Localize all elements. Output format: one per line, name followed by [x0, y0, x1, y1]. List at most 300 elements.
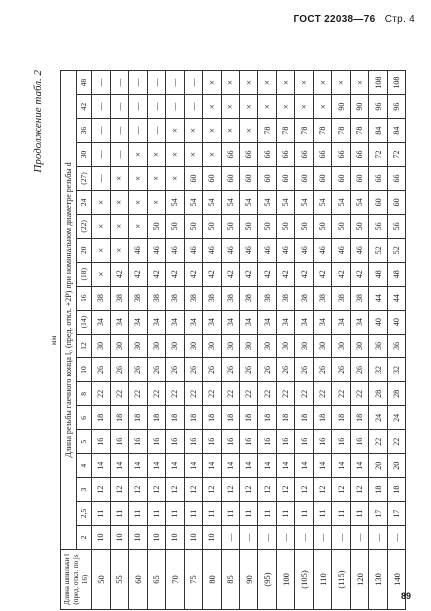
- table-cell: —: [221, 526, 239, 550]
- table-cell: 38: [332, 286, 350, 310]
- table-cell: 46: [350, 238, 368, 262]
- diameter-header: 12: [76, 334, 92, 358]
- table-cell: ×: [203, 143, 221, 167]
- table-cell: 38: [240, 286, 258, 310]
- table-cell: —: [110, 71, 128, 95]
- diameter-header: 3: [76, 478, 92, 502]
- table-cell: 18: [129, 406, 147, 430]
- table-cell: —: [129, 71, 147, 95]
- table-cell: 60: [332, 167, 350, 191]
- table-cell: 34: [166, 310, 184, 334]
- table-cell: ×: [313, 71, 331, 95]
- thread-length-table: [60, 70, 406, 610]
- table-cell: 34: [203, 310, 221, 334]
- table-cell: 34: [147, 310, 165, 334]
- table-cell: 42: [240, 262, 258, 286]
- table-cell: 66: [240, 143, 258, 167]
- table-cell: 32: [387, 358, 406, 382]
- table-cell: 12: [129, 478, 147, 502]
- table-cell: 34: [92, 310, 110, 334]
- table-cell: 42: [276, 262, 294, 286]
- table-cell: 72: [369, 143, 387, 167]
- table-cell: 11: [295, 502, 313, 526]
- table-cell: —: [129, 95, 147, 119]
- table-cell: ×: [92, 214, 110, 238]
- stud-length-cell: 50: [92, 550, 110, 610]
- table-cell: 11: [147, 502, 165, 526]
- table-cell: 34: [110, 310, 128, 334]
- table-cell: 38: [166, 286, 184, 310]
- table-cell: ×: [276, 71, 294, 95]
- table-cell: 22: [387, 430, 406, 454]
- span-header-row: [61, 71, 77, 610]
- table-cell: 14: [110, 454, 128, 478]
- table-cell: ×: [203, 71, 221, 95]
- table-cell: 34: [129, 310, 147, 334]
- table-cell: 30: [184, 334, 202, 358]
- table-cell: 30: [258, 334, 276, 358]
- table-cell: 16: [350, 430, 368, 454]
- table-cell: 30: [350, 334, 368, 358]
- table-cell: 12: [295, 478, 313, 502]
- table-cell: 78: [313, 119, 331, 143]
- table-row: [276, 71, 294, 610]
- table-cell: —: [387, 526, 406, 550]
- page-number: 89: [400, 591, 411, 601]
- table-row: [295, 71, 313, 610]
- table-cell: 44: [369, 286, 387, 310]
- table-cell: 50: [350, 214, 368, 238]
- table-cell: 18: [184, 406, 202, 430]
- table-cell: 22: [166, 382, 184, 406]
- table-cell: —: [166, 95, 184, 119]
- table-cell: ×: [92, 238, 110, 262]
- table-cell: 12: [221, 478, 239, 502]
- diameter-header: 2,5: [76, 502, 92, 526]
- diameter-header: 5: [76, 430, 92, 454]
- table-cell: 10: [184, 526, 202, 550]
- table-cell: ×: [240, 119, 258, 143]
- table-cell: 11: [129, 502, 147, 526]
- table-cell: —: [147, 71, 165, 95]
- table-cell: 26: [203, 358, 221, 382]
- table-cell: 60: [258, 167, 276, 191]
- diameter-header: 30: [76, 143, 92, 167]
- table-row: [240, 71, 258, 610]
- table-cell: 16: [184, 430, 202, 454]
- table-cell: 11: [184, 502, 202, 526]
- table-cell: 60: [313, 167, 331, 191]
- table-cell: 12: [240, 478, 258, 502]
- table-cell: 20: [369, 454, 387, 478]
- stud-length-cell: 90: [240, 550, 258, 610]
- table-cell: 14: [350, 454, 368, 478]
- table-cell: 60: [203, 167, 221, 191]
- table-cell: 14: [332, 454, 350, 478]
- table-cell: 26: [110, 358, 128, 382]
- stud-length-cell: 130: [369, 550, 387, 610]
- table-cell: 26: [92, 358, 110, 382]
- table-cell: ×: [147, 167, 165, 191]
- table-cell: —: [129, 119, 147, 143]
- table-cell: 46: [313, 238, 331, 262]
- table-cell: 78: [258, 119, 276, 143]
- table-cell: 40: [369, 310, 387, 334]
- diameter-header: 24: [76, 190, 92, 214]
- table-cell: 14: [276, 454, 294, 478]
- table-cell: 42: [313, 262, 331, 286]
- table-cell: 78: [276, 119, 294, 143]
- table-cell: ×: [221, 95, 239, 119]
- table-cell: 42: [129, 262, 147, 286]
- table-cell: 10: [92, 526, 110, 550]
- table-cell: 38: [147, 286, 165, 310]
- table-cell: 16: [166, 430, 184, 454]
- table-cell: 11: [203, 502, 221, 526]
- table-cell: —: [92, 71, 110, 95]
- stud-length-cell: 100: [276, 550, 294, 610]
- table-cell: 66: [369, 167, 387, 191]
- diameter-header: (22): [76, 214, 92, 238]
- table-cell: —: [92, 143, 110, 167]
- table-cell: 34: [221, 310, 239, 334]
- table-cell: ×: [203, 119, 221, 143]
- table-cell: 46: [147, 238, 165, 262]
- table-cell: 28: [387, 382, 406, 406]
- table-cell: 32: [369, 358, 387, 382]
- table-cell: ×: [110, 214, 128, 238]
- table-cell: 26: [258, 358, 276, 382]
- table-cell: 90: [332, 95, 350, 119]
- table-cell: —: [92, 167, 110, 191]
- table-cell: 38: [203, 286, 221, 310]
- table-cell: 16: [258, 430, 276, 454]
- table-cell: 16: [276, 430, 294, 454]
- diameter-header-row: [76, 71, 92, 610]
- table-cell: 12: [147, 478, 165, 502]
- table-cell: 22: [276, 382, 294, 406]
- table-cell: 38: [295, 286, 313, 310]
- table-cell: 12: [313, 478, 331, 502]
- table-cell: 54: [258, 190, 276, 214]
- table-cell: 18: [110, 406, 128, 430]
- table-row: [166, 71, 184, 610]
- table-cell: 16: [295, 430, 313, 454]
- stud-length-cell: (95): [258, 550, 276, 610]
- table-cell: ×: [203, 95, 221, 119]
- table-cell: 30: [110, 334, 128, 358]
- table-cell: 60: [295, 167, 313, 191]
- table-cell: ×: [129, 190, 147, 214]
- stud-length-cell: 140: [387, 550, 406, 610]
- table-cell: 48: [369, 262, 387, 286]
- table-cell: 22: [295, 382, 313, 406]
- stud-length-cell: 70: [166, 550, 184, 610]
- table-cell: 42: [350, 262, 368, 286]
- table-cell: 22: [332, 382, 350, 406]
- table-cell: 12: [110, 478, 128, 502]
- table-cell: 22: [369, 430, 387, 454]
- table-row: [313, 71, 331, 610]
- table-cell: 30: [276, 334, 294, 358]
- table-cell: 12: [276, 478, 294, 502]
- table-cell: 16: [221, 430, 239, 454]
- table-cell: 11: [258, 502, 276, 526]
- table-cell: 30: [295, 334, 313, 358]
- diameter-header: 6: [76, 406, 92, 430]
- table-cell: 22: [313, 382, 331, 406]
- table-cell: 26: [129, 358, 147, 382]
- table-cell: 18: [258, 406, 276, 430]
- table-cell: 30: [166, 334, 184, 358]
- table-cell: 42: [332, 262, 350, 286]
- table-cell: ×: [110, 238, 128, 262]
- table-row: [129, 71, 147, 610]
- table-cell: 18: [387, 478, 406, 502]
- table-cell: —: [276, 526, 294, 550]
- table-cell: 46: [276, 238, 294, 262]
- table-cell: 18: [203, 406, 221, 430]
- table-cell: ×: [92, 262, 110, 286]
- stud-length-cell: 75: [184, 550, 202, 610]
- table-cell: 34: [350, 310, 368, 334]
- table-cell: 42: [203, 262, 221, 286]
- table-cell: 18: [276, 406, 294, 430]
- stud-length-cell: (105): [295, 550, 313, 610]
- table-cell: 46: [332, 238, 350, 262]
- table-cell: 14: [129, 454, 147, 478]
- table-cell: 54: [276, 190, 294, 214]
- stud-length-cell: 120: [350, 550, 368, 610]
- table-cell: 38: [129, 286, 147, 310]
- diameter-header: 4: [76, 454, 92, 478]
- table-cell: 11: [313, 502, 331, 526]
- table-row: [110, 71, 128, 610]
- table-cell: 22: [350, 382, 368, 406]
- table-cell: 30: [221, 334, 239, 358]
- table-cell: 54: [166, 190, 184, 214]
- table-cell: 78: [295, 119, 313, 143]
- table-cell: 26: [276, 358, 294, 382]
- table-cell: 42: [147, 262, 165, 286]
- table-cell: 16: [110, 430, 128, 454]
- table-cell: ×: [166, 143, 184, 167]
- table-cell: 18: [369, 478, 387, 502]
- table-cell: 54: [203, 190, 221, 214]
- table-cell: 46: [203, 238, 221, 262]
- units-label: мм: [50, 335, 58, 345]
- table-cell: 16: [129, 430, 147, 454]
- table-cell: ×: [276, 95, 294, 119]
- table-cell: 72: [387, 143, 406, 167]
- table-cell: 10: [166, 526, 184, 550]
- table-row: [258, 71, 276, 610]
- table-cell: 78: [350, 119, 368, 143]
- table-cell: —: [184, 95, 202, 119]
- table-cell: 108: [387, 71, 406, 95]
- table-cell: 66: [276, 143, 294, 167]
- table-cell: 30: [240, 334, 258, 358]
- table-cell: 14: [240, 454, 258, 478]
- table-row: [350, 71, 368, 610]
- table-cell: 18: [221, 406, 239, 430]
- table-cell: 26: [166, 358, 184, 382]
- table-cell: —: [369, 526, 387, 550]
- table-cell: ×: [295, 95, 313, 119]
- table-cell: 26: [240, 358, 258, 382]
- table-cell: —: [258, 526, 276, 550]
- table-cell: 42: [295, 262, 313, 286]
- diameter-header: (27): [76, 167, 92, 191]
- diameter-header: 2: [76, 526, 92, 550]
- table-cell: 14: [313, 454, 331, 478]
- table-cell: 44: [387, 286, 406, 310]
- table-cell: 16: [147, 430, 165, 454]
- table-cell: 42: [166, 262, 184, 286]
- diameter-header: (14): [76, 310, 92, 334]
- table-row: [369, 71, 387, 610]
- table-cell: 18: [166, 406, 184, 430]
- table-cell: 56: [387, 214, 406, 238]
- table-cell: 22: [110, 382, 128, 406]
- table-cell: 10: [203, 526, 221, 550]
- diameter-header: 8: [76, 382, 92, 406]
- table-cell: 84: [387, 119, 406, 143]
- table-cell: 30: [92, 334, 110, 358]
- table-row: [387, 71, 406, 610]
- table-cell: 46: [258, 238, 276, 262]
- rotated-table-block: [32, 70, 402, 610]
- table-cell: —: [184, 71, 202, 95]
- table-cell: 24: [387, 406, 406, 430]
- table-cell: 54: [332, 190, 350, 214]
- table-cell: 10: [110, 526, 128, 550]
- table-cell: 22: [92, 382, 110, 406]
- table-cell: 22: [258, 382, 276, 406]
- table-cell: 36: [387, 334, 406, 358]
- stud-length-cell: (115): [332, 550, 350, 610]
- table-cell: 50: [332, 214, 350, 238]
- table-cell: —: [295, 526, 313, 550]
- table-cell: 18: [92, 406, 110, 430]
- table-cell: 10: [147, 526, 165, 550]
- table-cell: 11: [240, 502, 258, 526]
- table-cell: 50: [147, 214, 165, 238]
- table-cell: 38: [221, 286, 239, 310]
- table-cell: —: [240, 526, 258, 550]
- table-cell: 26: [221, 358, 239, 382]
- table-cell: 12: [203, 478, 221, 502]
- table-cell: 50: [184, 214, 202, 238]
- table-cell: 54: [350, 190, 368, 214]
- table-cell: 14: [92, 454, 110, 478]
- table-row: [221, 71, 239, 610]
- diameter-header: 20: [76, 238, 92, 262]
- table-cell: 18: [147, 406, 165, 430]
- stud-length-cell: 85: [221, 550, 239, 610]
- table-row: [92, 71, 110, 610]
- table-cell: 78: [332, 119, 350, 143]
- running-header: [293, 14, 415, 25]
- table-cell: ×: [147, 143, 165, 167]
- table-cell: 38: [313, 286, 331, 310]
- table-cell: 22: [221, 382, 239, 406]
- table-cell: 34: [258, 310, 276, 334]
- table-cell: 12: [350, 478, 368, 502]
- diameter-header: 36: [76, 119, 92, 143]
- stud-length-cell: 60: [129, 550, 147, 610]
- table-cell: 22: [184, 382, 202, 406]
- table-cell: 60: [184, 167, 202, 191]
- table-cell: 46: [166, 238, 184, 262]
- table-cell: 84: [369, 119, 387, 143]
- table-cell: 42: [221, 262, 239, 286]
- table-cell: 34: [276, 310, 294, 334]
- table-cell: 12: [166, 478, 184, 502]
- table-cell: 66: [258, 143, 276, 167]
- stud-length-cell: 110: [313, 550, 331, 610]
- table-cell: 38: [92, 286, 110, 310]
- table-cell: 60: [350, 167, 368, 191]
- table-cell: 54: [240, 190, 258, 214]
- table-cell: 30: [313, 334, 331, 358]
- table-cell: 50: [276, 214, 294, 238]
- table-cell: 18: [332, 406, 350, 430]
- table-cell: 16: [313, 430, 331, 454]
- table-cell: 54: [184, 190, 202, 214]
- diameter-header: 42: [76, 95, 92, 119]
- table-cell: ×: [129, 214, 147, 238]
- table-cell: ×: [129, 143, 147, 167]
- table-cell: 40: [387, 310, 406, 334]
- table-cell: ×: [184, 119, 202, 143]
- table-cell: 26: [332, 358, 350, 382]
- span-header: Длина резьбы гаечного конца l₀ (пред. откл. +2P) при номинальном диаметре резьбы d: [61, 71, 77, 550]
- table-cell: 42: [258, 262, 276, 286]
- table-cell: ×: [129, 167, 147, 191]
- table-cell: 66: [350, 143, 368, 167]
- table-cell: 50: [258, 214, 276, 238]
- table-cell: ×: [240, 71, 258, 95]
- table-cell: 18: [313, 406, 331, 430]
- table-cell: 54: [221, 190, 239, 214]
- table-cell: 17: [369, 502, 387, 526]
- table-cell: 26: [147, 358, 165, 382]
- table-cell: 38: [258, 286, 276, 310]
- table-cell: —: [147, 119, 165, 143]
- table-cell: 66: [387, 167, 406, 191]
- table-cell: 66: [332, 143, 350, 167]
- table-cell: 46: [129, 238, 147, 262]
- stud-length-cell: 55: [110, 550, 128, 610]
- table-cell: 46: [221, 238, 239, 262]
- table-cell: 56: [369, 214, 387, 238]
- table-cell: 60: [369, 190, 387, 214]
- table-cell: ×: [313, 95, 331, 119]
- table-cell: ×: [92, 190, 110, 214]
- table-cell: 12: [258, 478, 276, 502]
- table-cell: 14: [184, 454, 202, 478]
- table-cell: 46: [240, 238, 258, 262]
- table-cell: 17: [387, 502, 406, 526]
- table-cell: 54: [313, 190, 331, 214]
- table-cell: 30: [203, 334, 221, 358]
- table-cell: 50: [240, 214, 258, 238]
- table-cell: 52: [369, 238, 387, 262]
- table-cell: ×: [332, 71, 350, 95]
- table-cell: 54: [295, 190, 313, 214]
- table-cell: 38: [276, 286, 294, 310]
